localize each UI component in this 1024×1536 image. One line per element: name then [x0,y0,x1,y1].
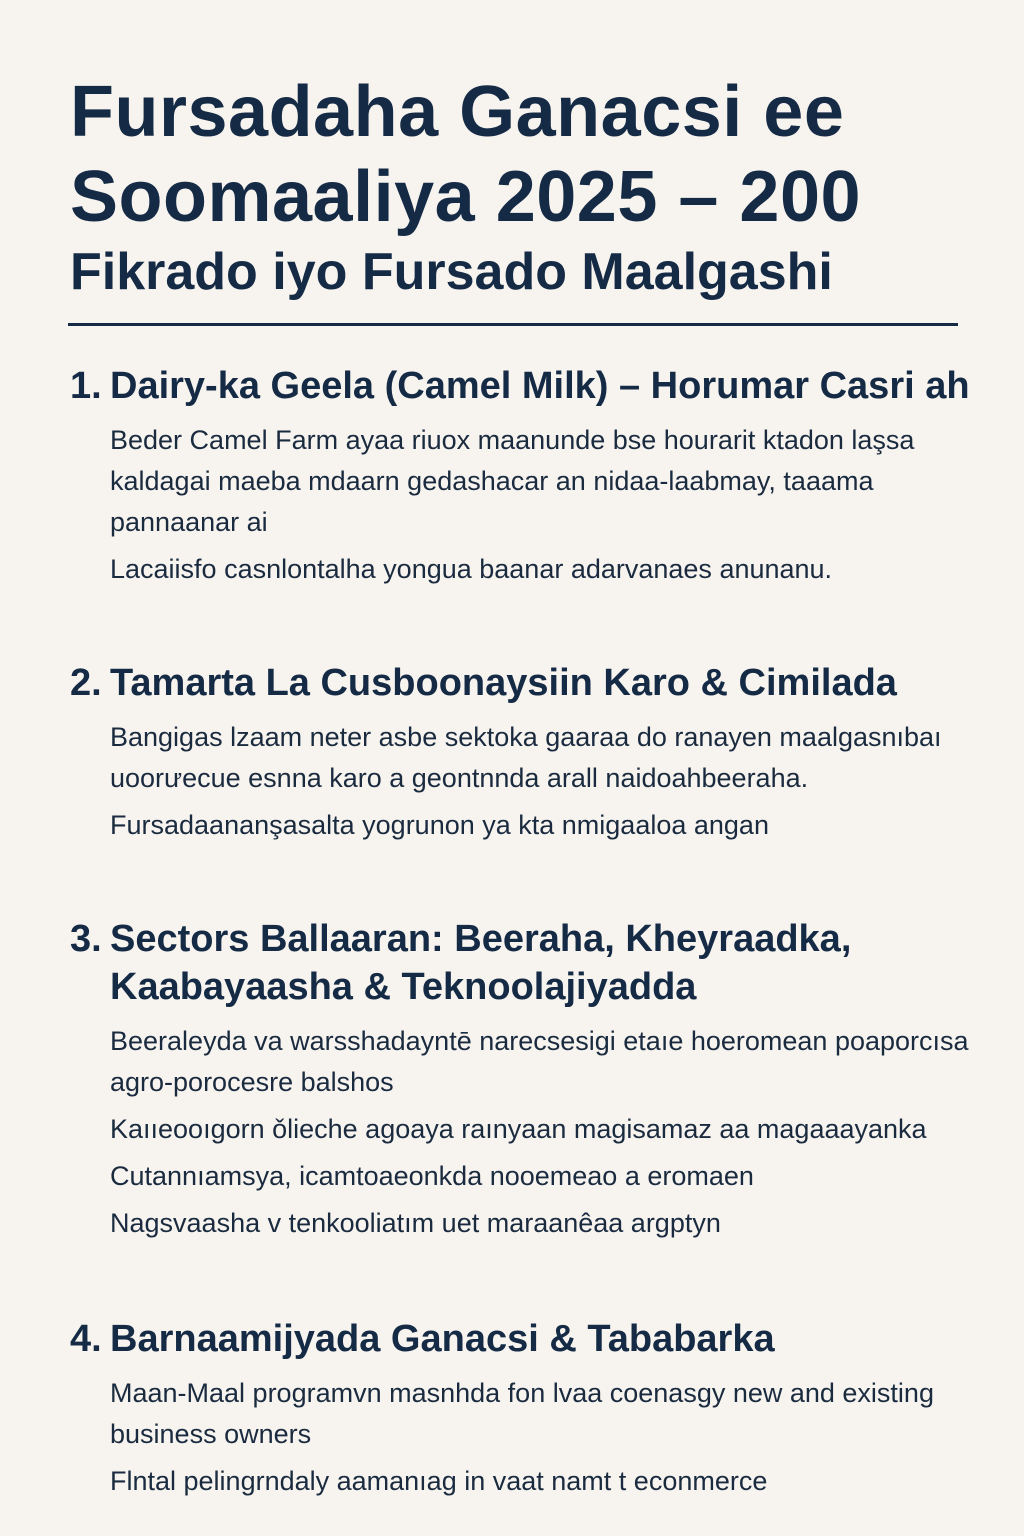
section-number: 4. [70,1318,102,1360]
section-body [110,1021,990,1244]
section-body [110,420,990,590]
section-paragraph: Kaııeooıgorn ǒlieche agoaya raınyaan magisamaz aa magaaayanka [110,1114,927,1144]
page-title-line-2: Soomaaliya 2025 – 200 [70,157,862,237]
section-business-programs [70,1315,990,1502]
section-renewable-energy [70,659,990,846]
title-block [70,70,970,304]
section-paragraph: Beeraleyda va warsshadayntē narecsesigi etaıe hoeromean poaporcısa agro-porocesre balshos [110,1026,969,1097]
section-heading [70,659,990,707]
section-paragraph: Lacaiisfo casnlontalha yongua baanar adarvanaes anunanu. [110,554,833,584]
section-title: Sectors Ballaaran: Beeraha, Kheyraadka, Kaabayaasha & Teknoolajiyadda [110,918,852,1008]
section-number: 2. [70,662,102,704]
section-paragraph: Nagsvaasha v tenkooliatım uet maraanêaa argptyn [110,1208,721,1238]
section-heading [70,1315,990,1363]
section-broad-sectors [70,915,990,1244]
section-paragraph: Beder Camel Farm ayaa riuox maanunde bse hourarit ktadon laşsa kaldagai maeba mdaarn gedashacar an nidaa-laabmay, taaama pannaanar ai [110,425,915,537]
section-camel-milk [70,362,990,590]
page-title-line-1: Fursadaha Ganacsi ee [70,72,845,152]
section-body [110,717,990,846]
page-subtitle: Fikrado iyo Fursado Maalgashi [70,243,833,301]
section-heading [70,362,990,410]
section-paragraph: Bangigas lzaam neter asbe sektoka gaaraa do ranayen maalgasnıbaı uoorưecue esnna karo a geontnnda arall naidoahbeeraha. [110,722,942,793]
section-heading [70,915,990,1011]
section-title: Tamarta La Cusboonaysiin Karo & Cimilada [110,662,897,704]
section-paragraph: Flntal pelingrndaly aamanıag in vaat namt t econmerce [110,1466,768,1496]
section-title: Dairy-ka Geela (Camel Milk) – Horumar Casri ah [110,365,970,407]
section-title: Barnaamijyada Ganacsi & Tababarka [110,1318,775,1360]
section-body [110,1373,990,1502]
section-paragraph: Cutannıamsya, icamtoaeonkda nooemeao a eromaen [110,1161,754,1191]
section-number: 1. [70,365,102,407]
title-divider [68,323,958,326]
section-number: 3. [70,918,102,960]
section-paragraph: Fursadaananşasalta yogrunon ya kta nmigaaloa angan [110,810,769,840]
section-paragraph: Maan-Maal programvn masnhda fon lvaa coenasgy new and existing business owners [110,1378,934,1449]
